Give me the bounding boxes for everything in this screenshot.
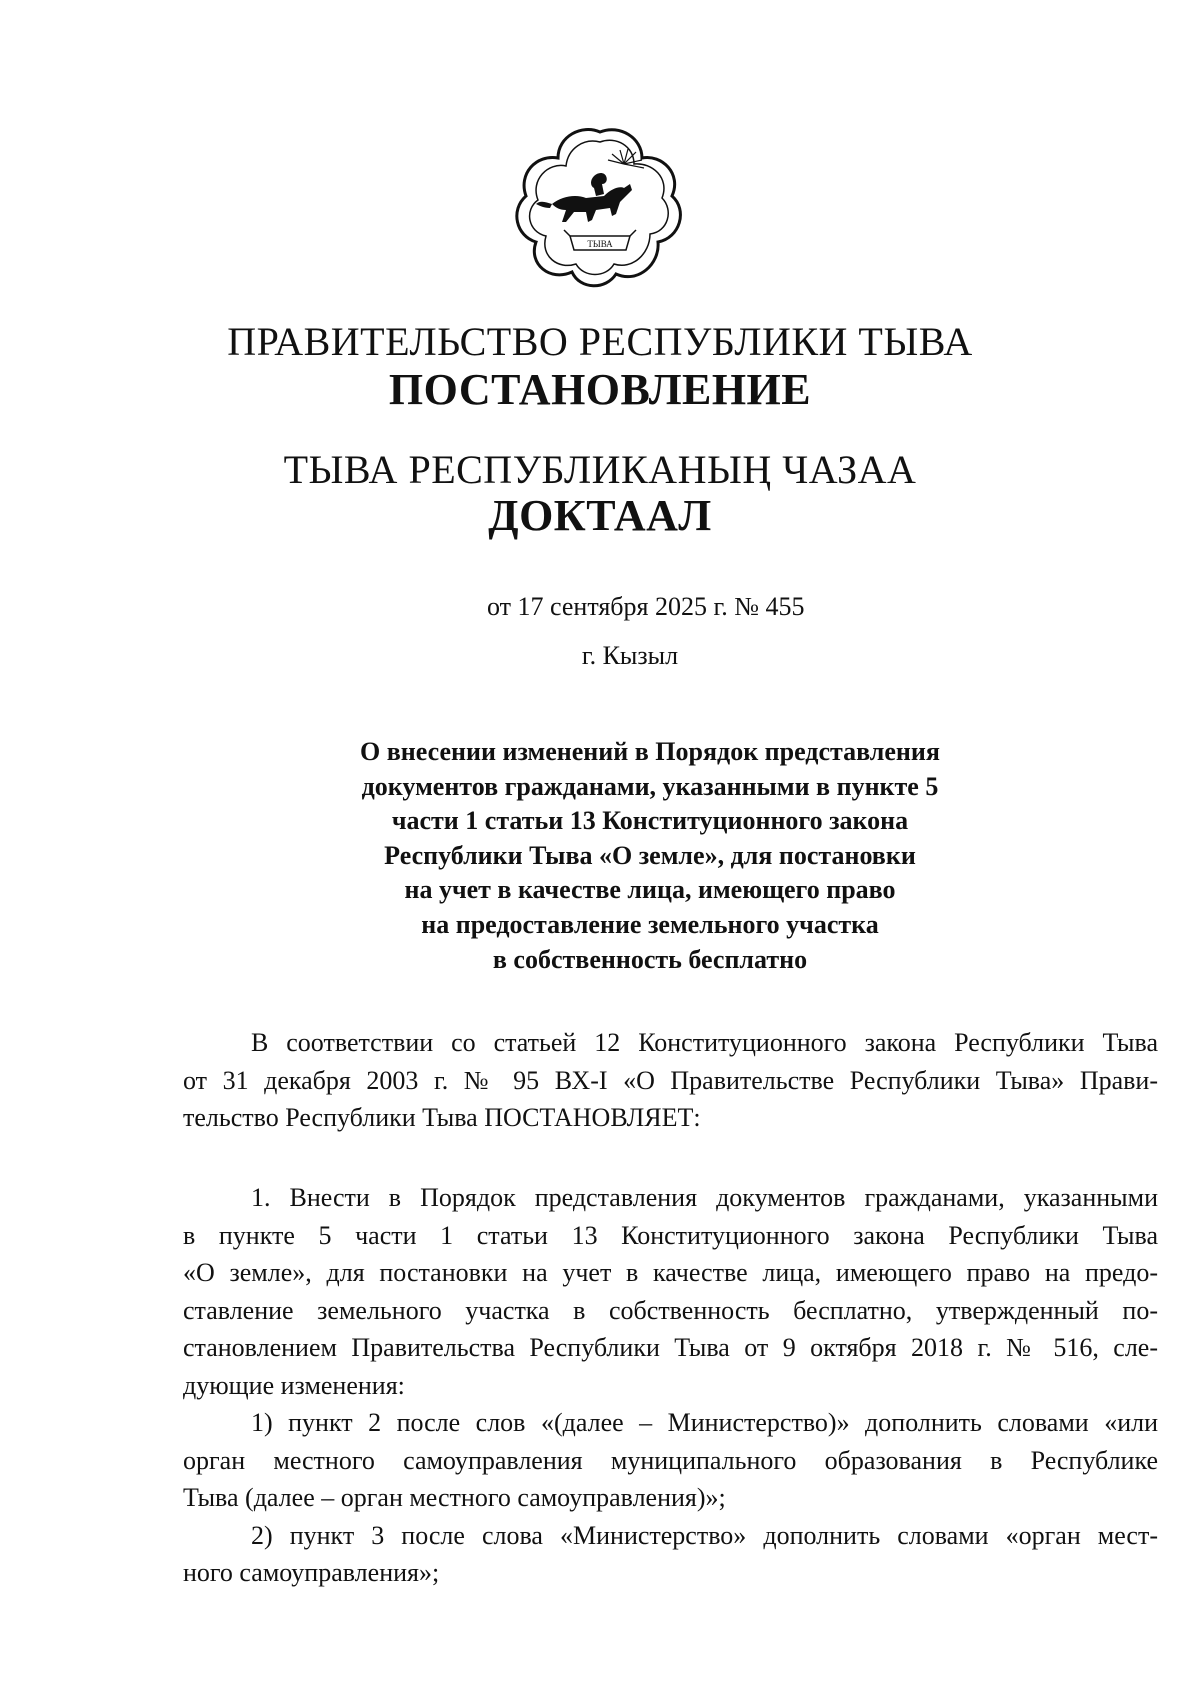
emblem-icon xyxy=(512,118,688,294)
paragraph-line: дующие изменения: xyxy=(183,1370,405,1400)
preamble-paragraph xyxy=(183,1024,1158,1137)
heading-line: на предоставление земельного участка xyxy=(421,909,879,939)
decree-heading xyxy=(300,735,1000,977)
heading-line: в собственность бесплатно xyxy=(492,944,808,974)
heading-line: О внесении изменений в Порядок представления xyxy=(360,737,940,766)
heading-line: документов гражданами, указанными в пункте 5 xyxy=(361,771,939,801)
government-name-tyv: ТЫВА РЕСПУБЛИКАНЫҢ ЧАЗАА xyxy=(283,447,917,492)
paragraph-line: ставление земельного участка в собственность бесплатно, утвержденный по- xyxy=(183,1295,1158,1325)
subclause-line: Тыва (далее – орган местного самоуправления)»; xyxy=(183,1483,726,1512)
paragraph-line: тельство Республики Тыва ПОСТАНОВЛЯЕТ: xyxy=(183,1103,701,1132)
decree-title-tyv: ДОКТААЛ xyxy=(488,491,712,540)
decree-date-number: от 17 сентября 2025 г. № 455 xyxy=(487,592,805,621)
decree-city: г. Кызыл xyxy=(581,641,679,670)
subclause-line: ного самоуправления»; xyxy=(183,1558,440,1587)
clause-1-paragraph xyxy=(183,1179,1158,1592)
paragraph-line: «О земле», для постановки на учет в качестве лица, имеющего право на предо- xyxy=(183,1258,1158,1287)
subclause-line: 1) пункт 2 после слов «(далее – Министерство)» дополнить словами «или xyxy=(251,1408,1158,1437)
paragraph-line: В соответствии со статьей 12 Конституционного закона Республики Тыва xyxy=(251,1028,1158,1057)
paragraph-line: от 31 декабря 2003 г. № 95 ВХ-I «О Правительстве Республики Тыва» Прави- xyxy=(183,1065,1158,1095)
subclause-line: орган местного самоуправления муниципального образования в Республике xyxy=(183,1445,1158,1475)
paragraph-line: 1. Внести в Порядок представления документов гражданами, указанными xyxy=(251,1183,1158,1212)
heading-line: Республики Тыва «О земле», для постановки xyxy=(384,840,916,870)
decree-title-ru: ПОСТАНОВЛЕНИЕ xyxy=(388,365,812,414)
emblem-caption: ТЫВА xyxy=(587,239,613,249)
paragraph-line: в пункте 5 части 1 статьи 13 Конституционного закона Республики Тыва xyxy=(183,1220,1158,1250)
paragraph-line: становлением Правительства Республики Тыва от 9 октября 2018 г. № 516, сле- xyxy=(183,1333,1158,1362)
coat-of-arms-emblem xyxy=(512,118,688,294)
subclause-line: 2) пункт 3 после слова «Министерство» дополнить словами «орган мест- xyxy=(251,1520,1158,1550)
heading-line: на учет в качестве лица, имеющего право xyxy=(404,875,896,905)
heading-line: части 1 статьи 13 Конституционного закона xyxy=(391,806,909,836)
government-name-ru: ПРАВИТЕЛЬСТВО РЕСПУБЛИКИ ТЫВА xyxy=(227,319,973,364)
